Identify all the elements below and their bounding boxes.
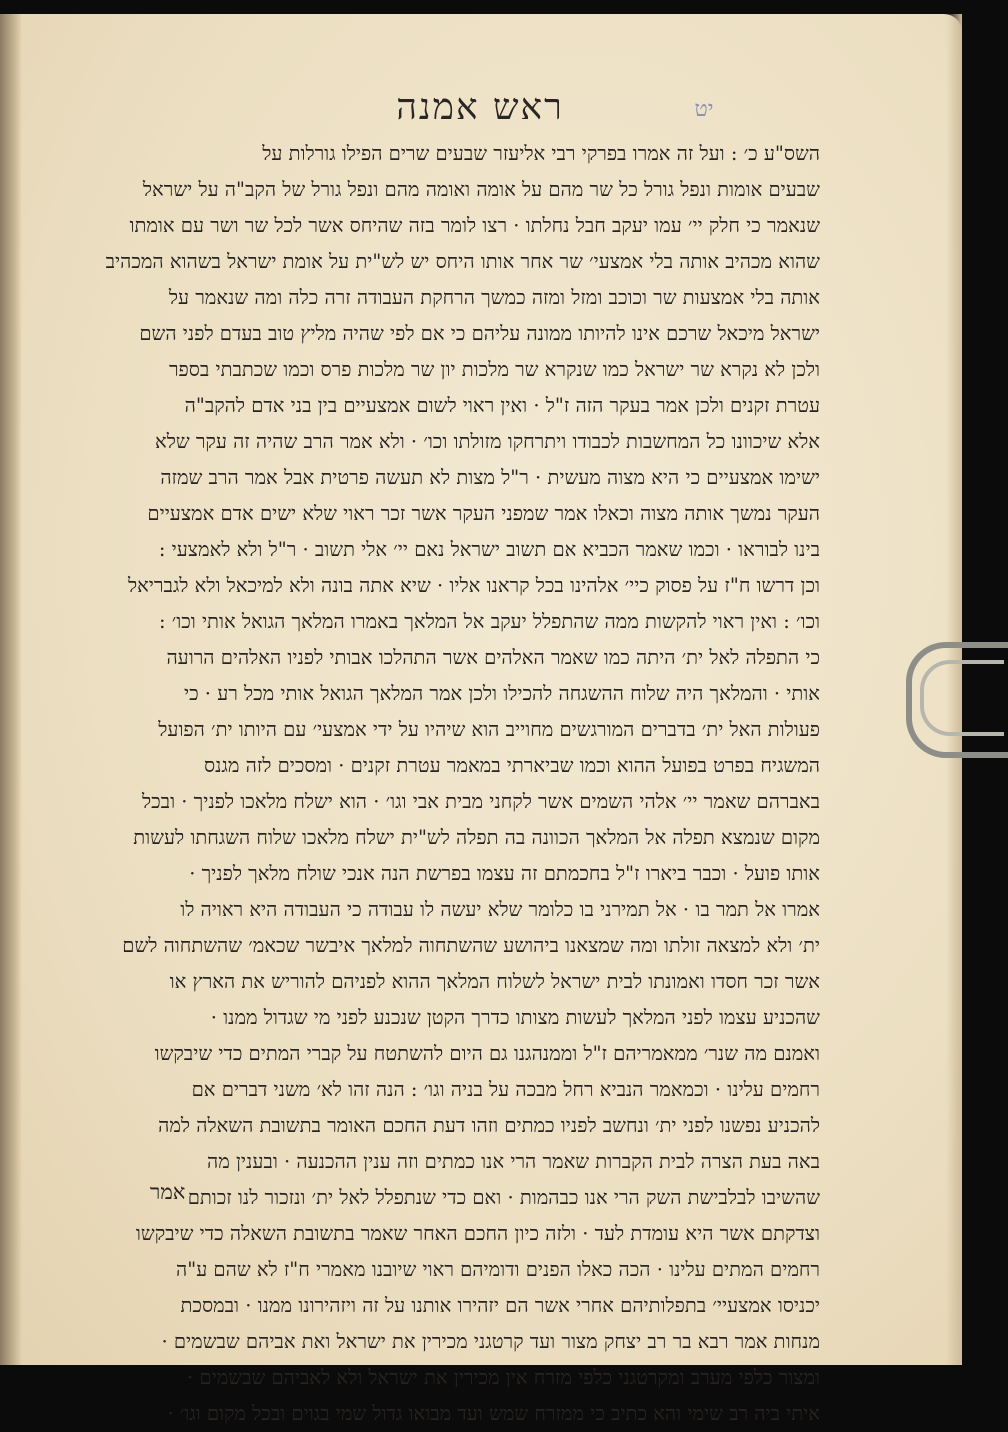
- text-line: שהשיבו לבלבישת השק הרי אנו כבהמות · ואם כדי שנתפלל לאל ית׳ ונזכור לנו זכותם: [187, 1186, 820, 1209]
- book-page: [0, 14, 962, 1425]
- text-line: שהכניע עצמו לפני המלאך לעשות מצותו כדרך הקטן שנכנע לפני מי שגדול ממנו ·: [210, 1006, 820, 1029]
- text-line: באברהם שאמר יי׳ אלהי השמים אשר לקחני מבית אבי וגו׳ · הוא ישלח מלאכו לפניך · ובכל: [142, 790, 820, 813]
- page-gutter-shadow: [0, 14, 22, 1365]
- text-line: אמרו אל תמר בו · אל תמירני בו כלומר שלא יעשה לו עבודה כי העבודה היא ראויה לו: [180, 898, 820, 921]
- text-line: אותו פועל · וכבר ביארו ז"ל בחכמתם זה עצמו בפרשת הנה אנכי שולח מלאך לפניך ·: [189, 862, 820, 885]
- text-line: המשגיח בפרט בפועל ההוא וכמו שביארתי במאמר עטרת זקנים · ומסכים לזה מגנס: [203, 754, 820, 777]
- text-line: העקר נמשך אותה מצוה וכאלו אמר שמפני העקר אשר זכר ראוי שלא ישים אדם אמצעיים: [147, 502, 820, 525]
- text-line: ישימו אמצעיים כי היא מצוה מעשית · ר"ל מצות לא תעשה פרטית אבל אמר הרב שמזה: [160, 466, 820, 489]
- text-line: פעולות האל ית׳ בדברים המורגשים מחוייב הוא שיהיו על ידי אמצעי׳ עם היותו ית׳ הפועל: [158, 718, 820, 741]
- text-line: באה בעת הצרה לבית הקברות שאמר הרי אנו כמתים וזה ענין ההכנעה · ובענין מה: [206, 1150, 820, 1173]
- text-line: בינו לבוראו · וכמו שאמר הכביא אם תשוב ישראל נאם יי׳ אלי תשוב · ר"ל ולא לאמצעי :: [158, 538, 820, 561]
- text-line: להכניע נפשנו לפני ית׳ ונחשב לפניו כמתים וזהו דעת החכם האומר בתשובת השאלה למה: [158, 1114, 820, 1137]
- text-line: מקום שנמצא תפלה אל המלאך הכוונה בה תפלה לש"ית ישלח מלאכו שלוח השגחתו לעשות: [133, 826, 820, 849]
- text-line: כי התפלה לאל ית׳ היתה כמו שאמר האלהים אשר התהלכו אבותי לפניו האלהים הרועה: [166, 646, 820, 669]
- text-line: אשר זכר חסדו ואמונתו לבית ישראל לשלוח המלאך ההוא לפניהם להוריש את הארץ או: [169, 970, 820, 993]
- text-line: וכו׳ : ואין ראוי להקשות ממה שהתפלל יעקב אל המלאך באמרו המלאך הגואל אותי וכו׳ :: [158, 610, 820, 633]
- text-line: וכן דרשו ח"ז על פסוק כיי׳ אלהינו בכל קראנו אליו · שיא אתה בונה ולא למיכאל ולא לגבריאל: [127, 574, 820, 597]
- catchword: אמר: [150, 1180, 186, 1204]
- text-line: שהוא מכהיב אותה בלי אמצעי׳ שר אחר אותו היחס יש לש"ית על אומת ישראל בשהוא המכהיב: [105, 250, 820, 273]
- text-line: רחמים עלינו · וכמאמר הנביא רחל מבכה על בניה וגו׳ : הנה זהו לא׳ משני דברים אם: [191, 1078, 820, 1101]
- text-line: אלא שיכוונו כל המחשבות לכבודו ויתרחקו מזולתו וכו׳ · ולא אמר הרב שהיה זה עקר שלא: [155, 430, 820, 453]
- paper-clip-inner-loop: [920, 660, 1004, 736]
- text-line: ית׳ ולא למצאה זולתו ומה שמצאנו ביהושע שהשתחוה למלאך איבשר שכאמ׳ שהשתחוה לשם: [122, 934, 820, 957]
- text-line: אותה בלי אמצעות שר וכוכב ומזל ומזה כמשך הרחקת העבודה זרה כלה ומה שנאמר על: [168, 286, 820, 309]
- text-line: איתי ביה רב שימי והא כתיב כי ממזרח שמש ועד מבואו גדול שמי בגוים ובכל מקום וגו׳ ·: [167, 1402, 820, 1425]
- text-line: יכניסו אמצעיי׳ בתפלותיהם אחרי אשר הם יזהירו אותנו על זה ויזהירונו ממנו · ובמסכת: [180, 1294, 820, 1317]
- text-line: ומצור כלפי מערב ומקרטגני כלפי מזרח אין מכירין את ישראל ולא לאביהם שבשמים ·: [187, 1366, 820, 1389]
- running-header: ראש אמנה: [396, 87, 564, 128]
- text-line: ואמנם מה שנר׳ ממאמריהם ז"ל וממנהגנו גם היום להשתטח על קברי המתים כדי שיבקשו: [154, 1042, 820, 1065]
- text-line: מנחות אמר רבא בר רב יצחק מצור ועד קרטגני מכירין את ישראל ואת אביהם שבשמים ·: [161, 1330, 820, 1353]
- body-text: [100, 136, 820, 1432]
- text-line: רחמים המתים עלינו · הכה כאלו הפנים ודומיהם ראוי שיובנו מאמרי ח"ז לא שהם ע"ה: [176, 1258, 820, 1281]
- text-line: השס"ע כ׳ : ועל זה אמרו בפרקי רבי אליעזר שבעים שרים הפילו גורלות על: [262, 142, 820, 165]
- text-line: ישראל מיכאל שרכם אינו להיותו ממונה עליהם כי אם לפי שהיה מליץ טוב בעדם לפני השם: [139, 322, 820, 345]
- text-line: שבעים אומות ונפל גורל כל שר מהם על אומה ואומה מהם ונפל גורל של הקב"ה על ישראל: [142, 178, 820, 201]
- text-line: עטרת זקנים ולכן אמר בעקר הזה ז"ל · ואין ראוי לשום אמצעיים בין בני אדם להקב"ה: [184, 394, 820, 417]
- text-line: ולכן לא נקרא שר ישראל כמו שנקרא שר מלכות יון שר מלכות פרס וכמו שכתבתי בספר: [168, 358, 820, 381]
- text-line: וצדקתם אשר היא עומדת לעד · ולזה כיון החכם האחר שאמר בתשובת השאלה כדי שיבקשו: [135, 1222, 820, 1245]
- folio-number: יט: [694, 97, 714, 122]
- text-line: שנאמר כי חלק יי׳ עמו יעקב חבל נחלתו · רצו לומר בזה שהיחס אשר לכל שר ושר עם אומתו: [129, 214, 820, 237]
- text-line: אותי · והמלאך היה שלוח ההשגחה להכילו ולכן אמר המלאך הגואל אותי מכל רע · כי: [183, 682, 820, 705]
